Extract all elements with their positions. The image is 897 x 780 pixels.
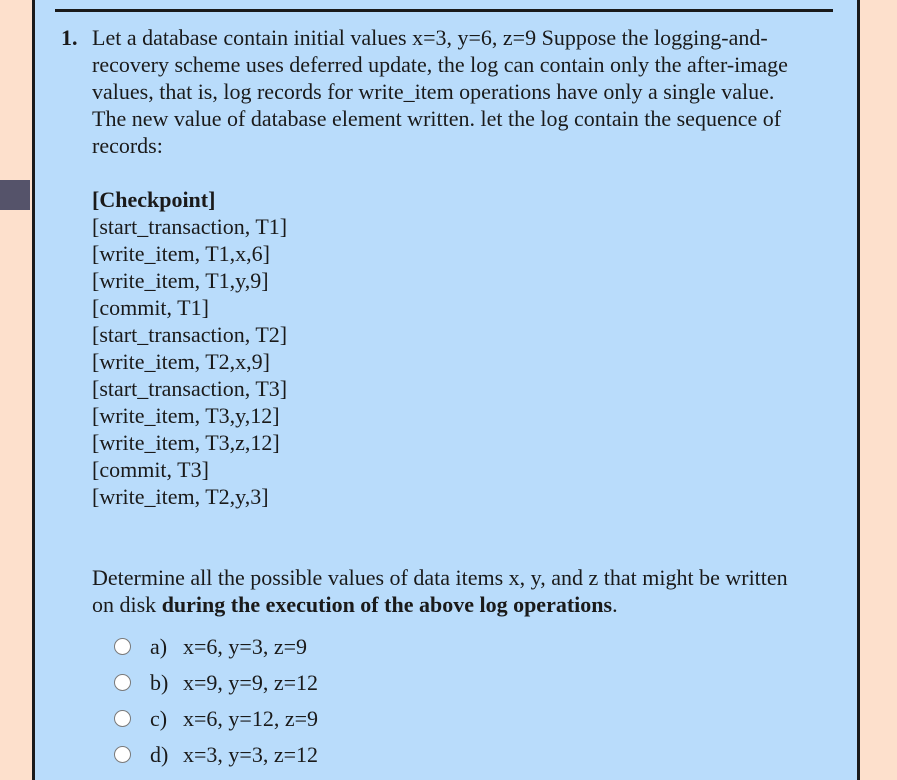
answer-options (114, 628, 821, 772)
log-record: [write_item, T2,y,3] (92, 484, 269, 509)
log-record: [commit, T1] (92, 295, 209, 320)
left-side-tab (0, 180, 30, 210)
option-text: x=3, y=3, z=12 (183, 741, 318, 767)
radio-button[interactable] (114, 638, 131, 655)
log-record: [Checkpoint] (92, 187, 216, 212)
log-record: [write_item, T2,x,9] (92, 349, 270, 374)
question-prompt (92, 564, 792, 618)
question-panel (32, 0, 860, 780)
top-divider (55, 9, 833, 12)
log-record: [commit, T3] (92, 457, 209, 482)
log-record: [write_item, T3,z,12] (92, 430, 280, 455)
log-record: [write_item, T3,y,12] (92, 403, 280, 428)
log-record: [start_transaction, T1] (92, 214, 288, 239)
question-block (61, 24, 821, 772)
log-record: [write_item, T1,y,9] (92, 268, 269, 293)
option-text: x=9, y=9, z=12 (183, 669, 318, 695)
option-letter: d) (150, 741, 169, 767)
question-number: 1. (61, 25, 78, 50)
radio-button[interactable] (114, 746, 131, 763)
option-d[interactable] (114, 736, 821, 772)
prompt-end: . (612, 592, 618, 617)
option-letter: a) (150, 633, 168, 659)
radio-button[interactable] (114, 674, 131, 691)
option-letter: c) (150, 705, 168, 731)
log-records (92, 186, 821, 510)
prompt-text: Determine all the possible values of data items x, y, and z that might be written on disk (92, 565, 788, 617)
question-text: Let a database contain initial values x=3, y=6, z=9 Suppose the logging-and-recovery scheme uses deferred update, the log can contain only the after-image values, that is, log records for write_item operations have only a single value. The new value of database element written. let the log contain the sequence of records: (92, 25, 788, 158)
log-record: [start_transaction, T3] (92, 376, 288, 401)
option-b[interactable] (114, 664, 821, 700)
option-text: x=6, y=3, z=9 (183, 633, 307, 659)
option-c[interactable] (114, 700, 821, 736)
option-letter: b) (150, 669, 169, 695)
option-a[interactable] (114, 628, 821, 664)
log-record: [write_item, T1,x,6] (92, 241, 270, 266)
radio-button[interactable] (114, 710, 131, 727)
option-text: x=6, y=12, z=9 (183, 705, 318, 731)
log-record: [start_transaction, T2] (92, 322, 288, 347)
prompt-emphasis: during the execution of the above log operations (161, 592, 613, 617)
